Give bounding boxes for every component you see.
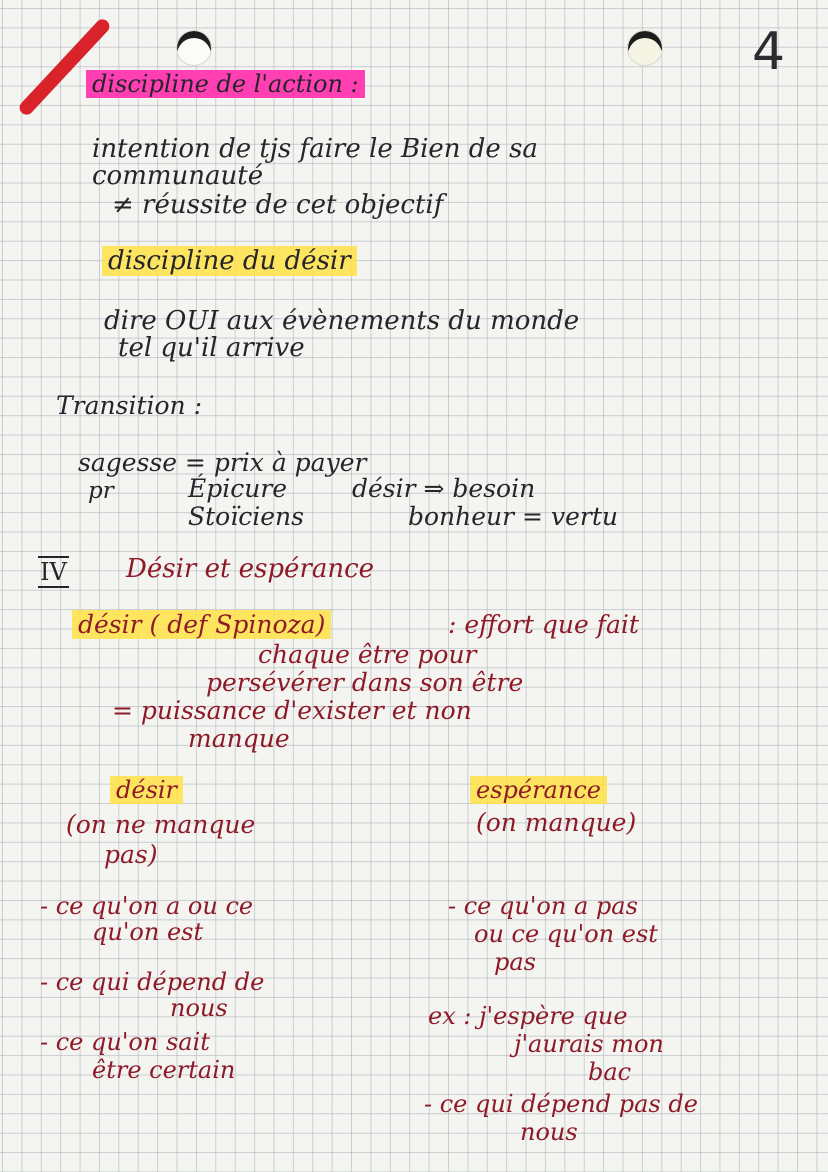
desir-item-line: - ce qu'on a ou ce <box>40 892 254 920</box>
red-highlighter-stroke <box>17 17 112 118</box>
desir-column-sub-1: (on ne manque <box>66 810 256 839</box>
binder-hole-right <box>627 30 663 66</box>
desir-item-line: qu'on est <box>92 918 204 946</box>
desire-discipline-heading: discipline du désir <box>102 248 357 274</box>
binder-hole-left <box>176 30 212 66</box>
esperance-item-line: - ce qu'on a pas <box>448 892 638 920</box>
esperance-item-line: - ce qui dépend pas de <box>424 1090 698 1118</box>
esperance-item-line: ex : j'espère que <box>428 1002 628 1030</box>
page-number: 4 <box>752 22 786 82</box>
spinoza-def-line-1: : effort que fait <box>448 610 639 639</box>
section-iv-numeral: IV <box>40 558 67 586</box>
esperance-item-line: pas <box>494 948 536 976</box>
esperance-item-line: j'aurais mon <box>514 1030 664 1058</box>
spinoza-def-line-4: = puissance d'exister et non <box>112 696 472 725</box>
desire-discipline-line-1: dire OUI aux évènements du monde <box>104 306 580 336</box>
transition-stoiciens-def: bonheur = vertu <box>408 502 618 531</box>
action-line-1: intention de tjs faire le Bien de sa <box>92 134 538 164</box>
esperance-column-heading: espérance <box>470 778 607 802</box>
desir-column-sub-2: pas) <box>104 840 158 869</box>
transition-pr: pr <box>88 478 114 504</box>
transition-line-1: sagesse = prix à payer <box>78 448 367 477</box>
esperance-item-line: ou ce qu'on est <box>474 920 658 948</box>
desir-item-line: - ce qu'on sait <box>40 1028 210 1056</box>
transition-stoiciens: Stoïciens <box>188 502 304 531</box>
desir-item-line: nous <box>170 994 228 1022</box>
esperance-item-line: nous <box>520 1118 578 1146</box>
spinoza-def-label: désir ( def Spinoza) <box>72 612 331 637</box>
spinoza-def-line-2: chaque être pour <box>258 640 477 669</box>
transition-label: Transition : <box>56 391 203 420</box>
desire-discipline-line-2: tel qu'il arrive <box>118 333 305 363</box>
transition-epicure-def: désir ⇒ besoin <box>352 474 536 503</box>
action-line-3: ≠ réussite de cet objectif <box>112 190 444 220</box>
desir-item-line: - ce qui dépend de <box>40 968 265 996</box>
action-line-2: communauté <box>92 161 264 191</box>
section-iv-title: Désir et espérance <box>126 554 375 584</box>
esperance-column-sub-1: (on manque) <box>476 808 637 837</box>
action-heading: discipline de l'action : <box>86 72 365 96</box>
spinoza-def-line-3: persévérer dans son être <box>206 668 524 697</box>
transition-epicure: Épicure <box>188 474 288 503</box>
desir-item-line: être certain <box>92 1056 236 1084</box>
desir-column-heading: désir <box>110 778 183 802</box>
spinoza-def-line-5: manque <box>188 724 290 753</box>
esperance-item-line: bac <box>588 1058 632 1086</box>
